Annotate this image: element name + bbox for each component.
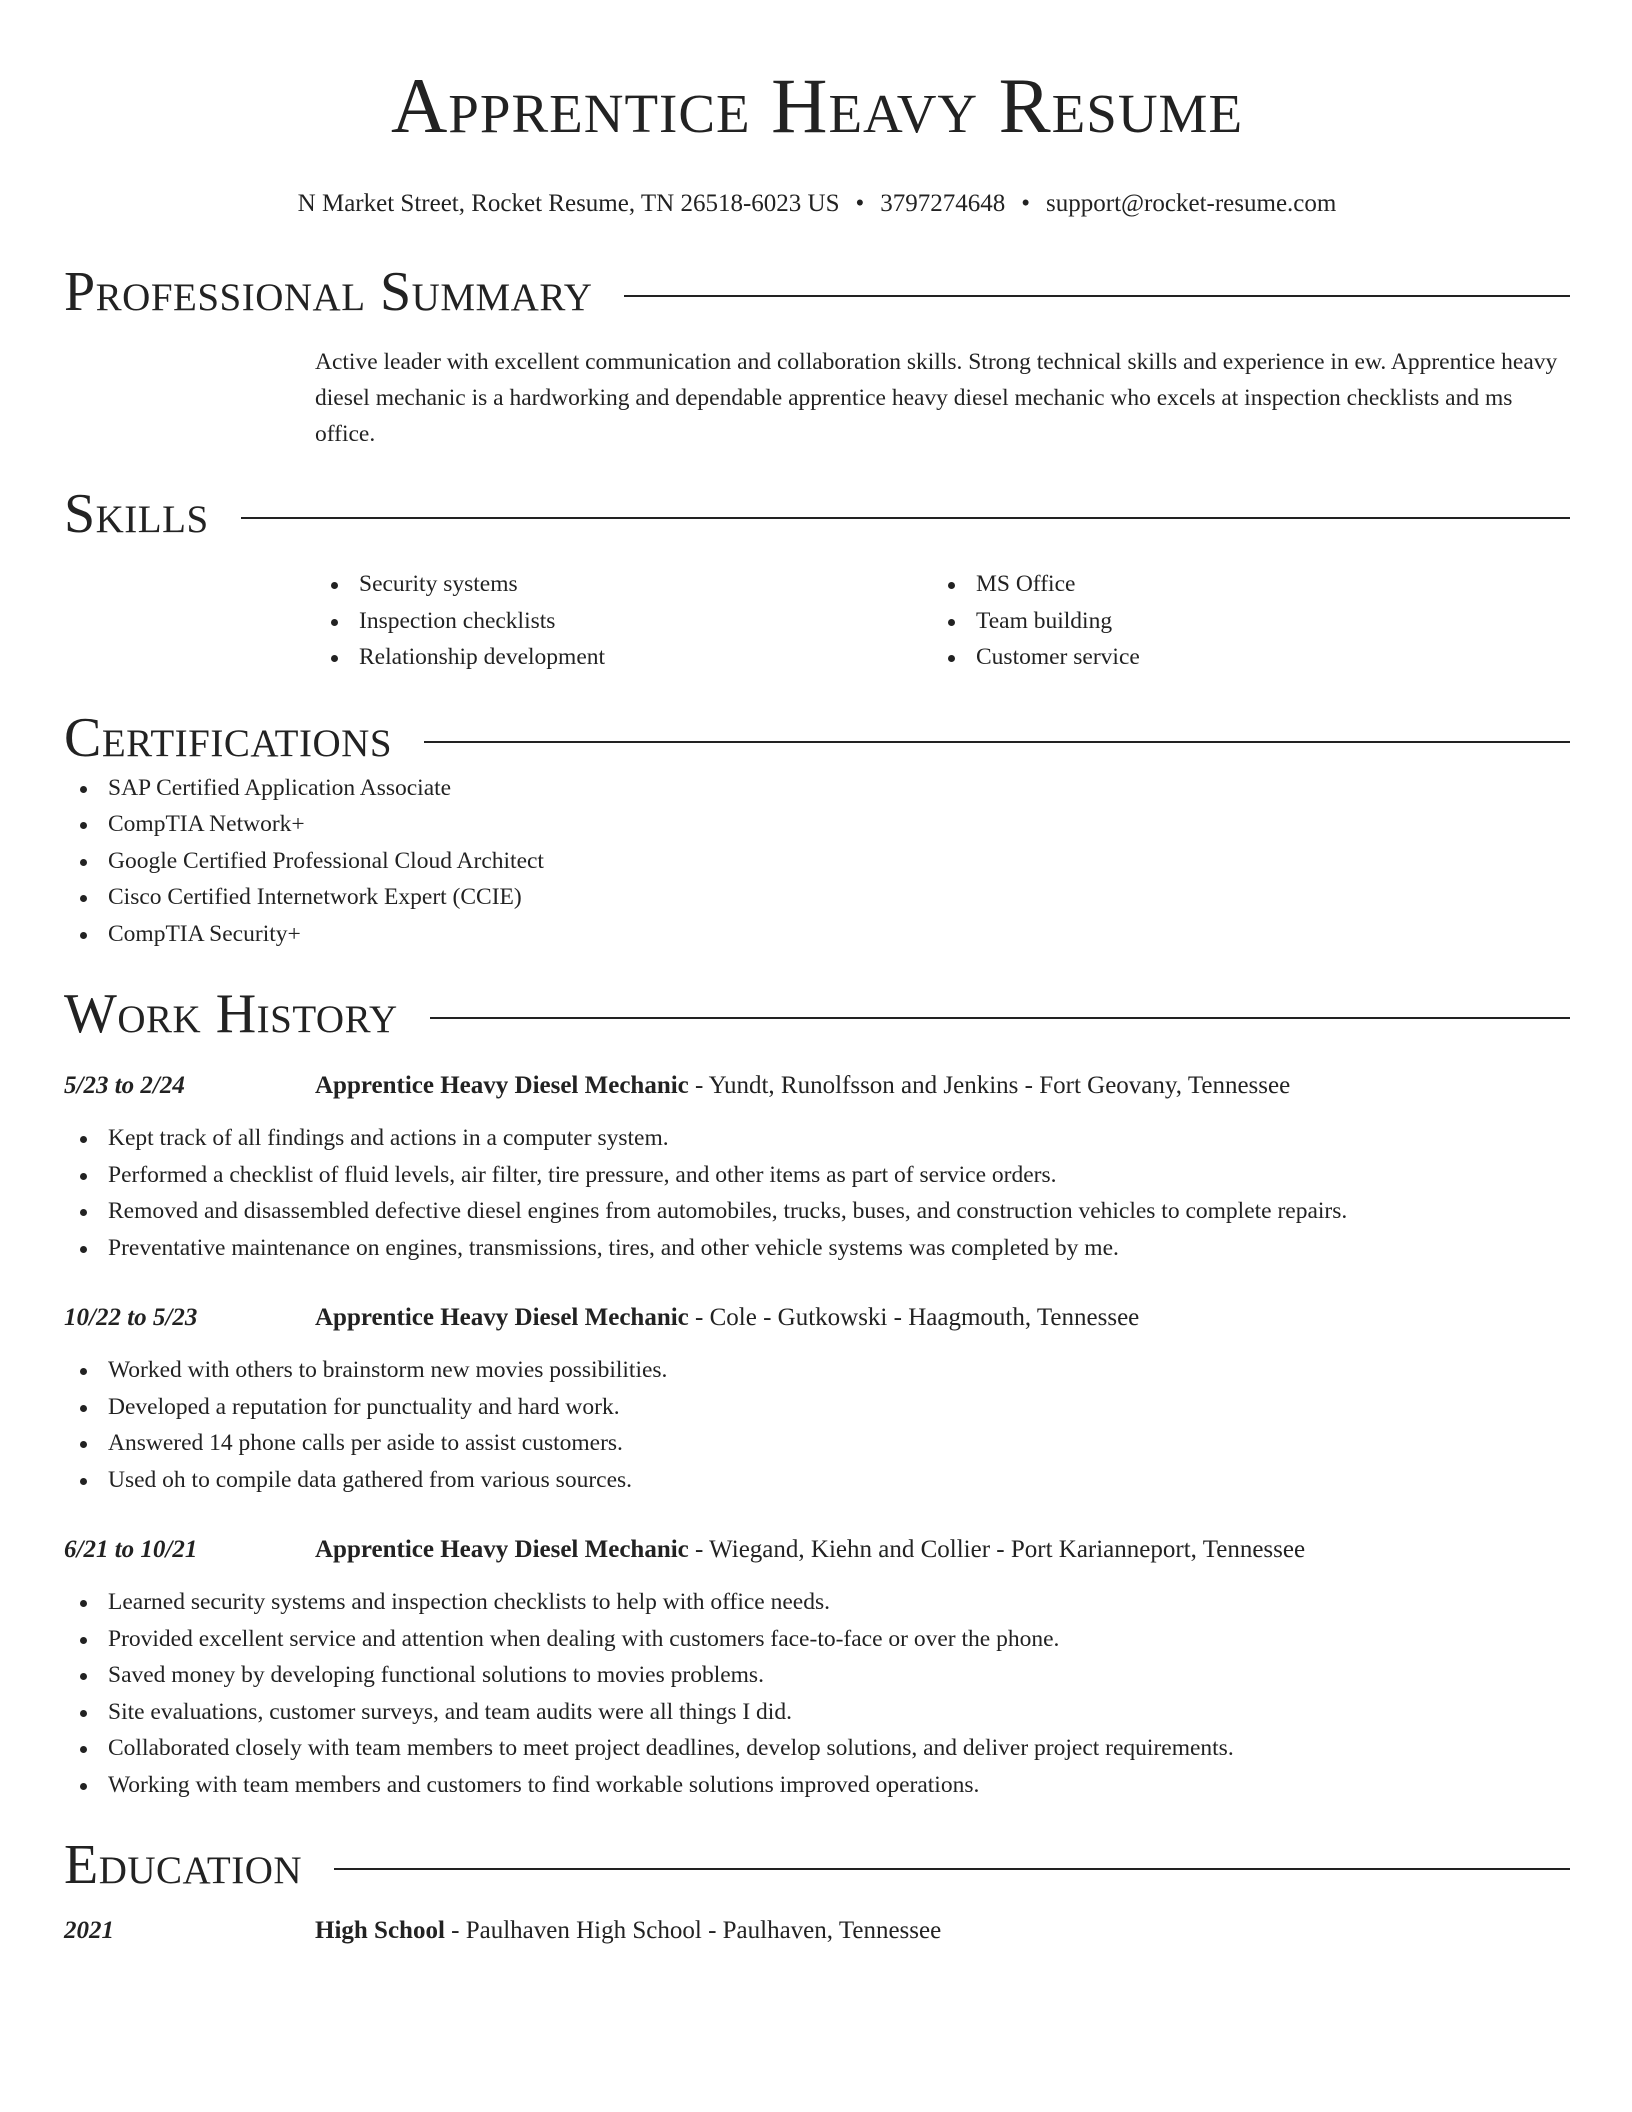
section-divider — [241, 517, 1570, 519]
job-header — [64, 1532, 1570, 1568]
job-bullet: Answered 14 phone calls per aside to assist customers. — [64, 1425, 1570, 1462]
job-entry — [64, 1068, 1570, 1266]
job-bullet: Developed a reputation for punctuality and hard work. — [64, 1389, 1570, 1426]
section-divider — [424, 741, 1570, 743]
job-employer: - Yundt, Runolfsson and Jenkins - Fort Geovany, Tennessee — [688, 1072, 1291, 1099]
skills-heading: Skills — [64, 483, 209, 545]
job-bullets — [64, 1584, 1570, 1803]
education-date: 2021 — [64, 1917, 114, 1944]
certification-item: Google Certified Professional Cloud Architect — [64, 843, 1570, 880]
job-bullet: Saved money by developing functional solutions to movies problems. — [64, 1657, 1570, 1694]
contact-phone: 3797274648 — [880, 190, 1006, 217]
job-bullets — [64, 1352, 1570, 1498]
skills-grid — [315, 566, 1570, 676]
skills-list-right — [932, 566, 1549, 676]
contact-address: N Market Street, Rocket Resume, TN 26518-6023 US — [297, 190, 840, 217]
job-title-line — [315, 1532, 1305, 1568]
section-divider — [334, 1868, 1570, 1870]
job-entry — [64, 1532, 1570, 1803]
job-title: Apprentice Heavy Diesel Mechanic — [315, 1536, 689, 1563]
job-entry — [64, 1300, 1570, 1498]
summary-text: Active leader with excellent communication and collaboration skills. Strong technical skills and experience in ew. Apprentice heavy diesel mechanic is a hardworking and dependable apprentice heavy diesel mechanic who excels at inspection checklists and ms office. — [315, 349, 1558, 447]
job-bullet: Collaborated closely with team members to meet project deadlines, develop solutions, and deliver project requirements. — [64, 1730, 1570, 1767]
skills-section-header — [64, 482, 1570, 546]
job-bullet: Kept track of all findings and actions in a computer system. — [64, 1120, 1570, 1157]
job-bullet: Working with team members and customers to find workable solutions improved operations. — [64, 1767, 1570, 1804]
summary-section-header — [64, 260, 1570, 324]
job-date: 5/23 to 2/24 — [64, 1072, 185, 1099]
education-entry — [64, 1913, 1570, 1949]
certification-item: Cisco Certified Internetwork Expert (CCIE) — [64, 879, 1570, 916]
skill-item: Relationship development — [315, 639, 932, 676]
certifications-list — [64, 770, 1570, 953]
contact-separator: • — [1021, 190, 1031, 217]
job-bullet: Performed a checklist of fluid levels, air filter, tire pressure, and other items as part of service orders. — [64, 1157, 1570, 1194]
contact-email: support@rocket-resume.com — [1046, 190, 1337, 217]
job-bullet: Used oh to compile data gathered from various sources. — [64, 1462, 1570, 1499]
education-heading: Education — [64, 1834, 303, 1896]
resume-page — [64, 60, 1570, 1949]
job-title: Apprentice Heavy Diesel Mechanic — [315, 1304, 689, 1331]
job-bullet: Learned security systems and inspection checklists to help with office needs. — [64, 1584, 1570, 1621]
section-divider — [624, 295, 1570, 297]
skill-item: Inspection checklists — [315, 603, 932, 640]
job-title: Apprentice Heavy Diesel Mechanic — [315, 1072, 689, 1099]
contact-separator: • — [855, 190, 865, 217]
education-school: - Paulhaven High School - Paulhaven, Tennessee — [444, 1917, 942, 1944]
job-bullet: Provided excellent service and attention when dealing with customers face-to-face or over the phone. — [64, 1621, 1570, 1658]
certifications-section-header — [64, 706, 1570, 770]
job-title-line — [315, 1068, 1290, 1104]
job-bullet: Site evaluations, customer surveys, and team audits were all things I did. — [64, 1694, 1570, 1731]
skill-item: Security systems — [315, 566, 932, 603]
certification-item: CompTIA Security+ — [64, 916, 1570, 953]
certifications-heading: Certifications — [64, 706, 393, 769]
resume-name: Apprentice Heavy Resume — [390, 62, 1244, 149]
summary-heading: Professional Summary — [64, 261, 593, 323]
skill-item: MS Office — [932, 566, 1549, 603]
job-bullet: Worked with others to brainstorm new movies possibilities. — [64, 1352, 1570, 1389]
job-employer: - Wiegand, Kiehn and Collier - Port Karianneport, Tennessee — [688, 1536, 1306, 1563]
skills-list-left — [315, 566, 932, 676]
skill-item: Team building — [932, 603, 1549, 640]
skill-item: Customer service — [932, 639, 1549, 676]
section-divider — [430, 1017, 1570, 1019]
job-employer: - Cole - Gutkowski - Haagmouth, Tennessee — [688, 1304, 1140, 1331]
job-title-line — [315, 1300, 1139, 1336]
job-header — [64, 1068, 1570, 1104]
job-header — [64, 1300, 1570, 1336]
contact-line — [64, 186, 1570, 222]
education-degree: High School — [315, 1917, 445, 1944]
job-bullet: Preventative maintenance on engines, transmissions, tires, and other vehicle systems was completed by me. — [64, 1230, 1570, 1267]
job-date: 10/22 to 5/23 — [64, 1304, 198, 1331]
certification-item: CompTIA Network+ — [64, 806, 1570, 843]
certification-item: SAP Certified Application Associate — [64, 770, 1570, 807]
job-bullets — [64, 1120, 1570, 1266]
work-heading: Work History — [64, 983, 398, 1045]
education-line — [315, 1913, 941, 1949]
work-section-header — [64, 982, 1570, 1046]
job-date: 6/21 to 10/21 — [64, 1536, 198, 1563]
education-section-header — [64, 1833, 1570, 1897]
job-bullet: Removed and disassembled defective diesel engines from automobiles, trucks, buses, and construction vehicles to complete repairs. — [64, 1193, 1570, 1230]
